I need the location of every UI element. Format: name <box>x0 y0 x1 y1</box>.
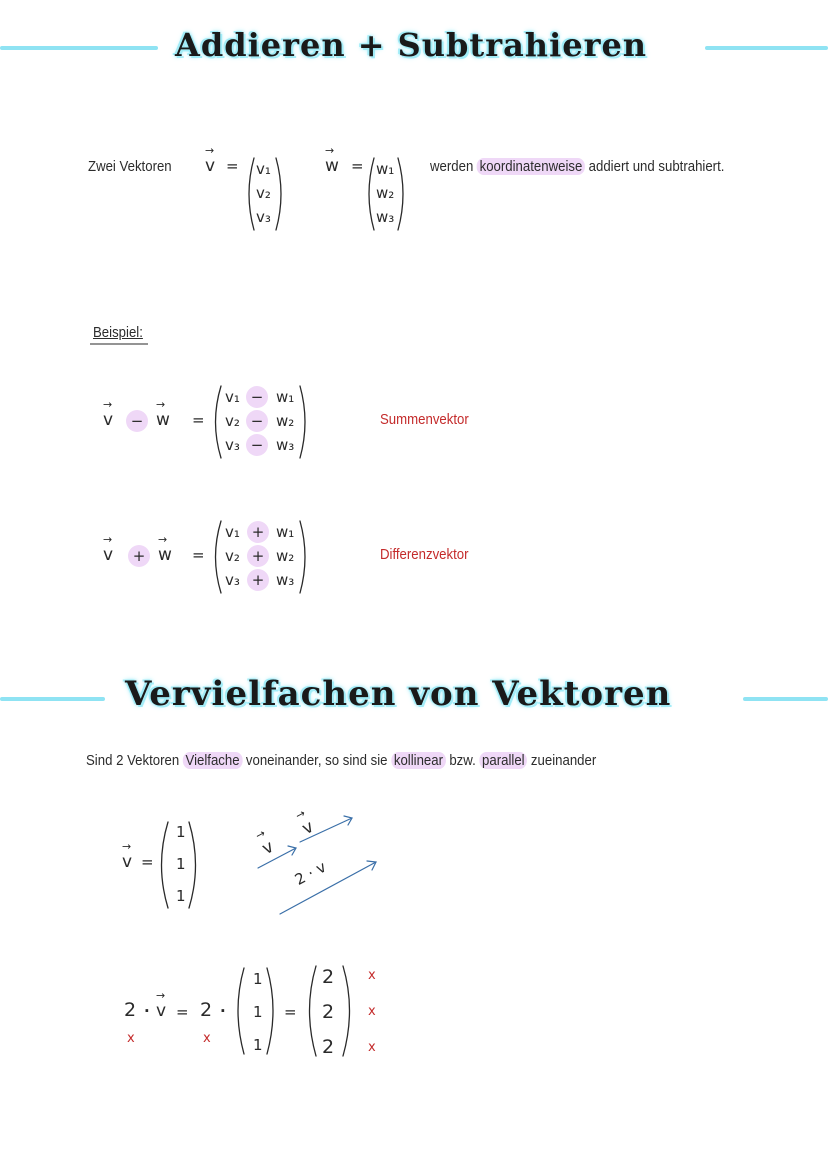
bracket-left <box>216 521 222 593</box>
example-minus-row1-right: w₁ <box>276 388 295 406</box>
bracket-right <box>398 158 403 230</box>
example-minus-row1-left: v₁ <box>225 388 240 406</box>
intro-prefix: Zwei Vektoren <box>88 158 172 175</box>
equals-sign: = <box>351 157 364 175</box>
sentence-part4: zueinander <box>530 752 597 769</box>
section-title-add-subtract: Addieren + Subtrahieren <box>175 26 648 64</box>
calc-result-3: 2 <box>322 1036 335 1058</box>
example-plus-row2-right: w₂ <box>276 547 295 565</box>
calc-dot-2: · <box>220 1002 226 1020</box>
bracket-right <box>300 386 305 458</box>
mark-x: x <box>368 968 376 983</box>
example-plus-row1-op: + <box>247 521 269 543</box>
example-plus-row1-left: v₁ <box>225 523 240 541</box>
example-plus-row3-right: w₃ <box>276 571 295 589</box>
bracket-left <box>162 822 169 908</box>
mark-x: x <box>368 1040 376 1055</box>
sentence-part3: bzw. <box>449 752 476 769</box>
example-plus-w: → w <box>158 533 172 565</box>
w-component-1: w₁ <box>376 160 395 178</box>
bracket-right <box>267 968 273 1054</box>
example-minus-v: → v <box>103 398 114 430</box>
label-differenzvektor: Differenzvektor <box>380 546 469 563</box>
example-minus-row1-op: − <box>246 386 268 408</box>
example-label: Beispiel: <box>93 324 143 341</box>
vector-v-symbol: → v <box>205 144 216 176</box>
mark-x: x <box>368 1004 376 1019</box>
example-minus-row2-left: v₂ <box>225 412 240 430</box>
vector-v-definition: → v <box>122 840 133 872</box>
arrow-v-1 <box>258 848 296 868</box>
bracket-left <box>310 966 317 1056</box>
example-plus-row2-left: v₂ <box>225 547 240 565</box>
example-plus-row3-left: v₃ <box>225 571 240 589</box>
bracket-right <box>189 822 196 908</box>
sentence-part1: Sind 2 Vektoren <box>86 752 180 769</box>
calc-v-component-2: 1 <box>253 1003 263 1021</box>
bracket-left <box>249 158 254 230</box>
v-component-3: v₃ <box>256 208 271 226</box>
calc-v-component-3: 1 <box>253 1036 263 1054</box>
example-minus-w: → w <box>156 398 170 430</box>
v-def-component-1: 1 <box>176 823 186 841</box>
section-title-multiples: Vervielfachen von Vektoren <box>125 674 672 714</box>
sketch-label-v-1: → v <box>253 826 278 860</box>
example-minus-row3-left: v₃ <box>225 436 240 454</box>
sentence-highlight-vielfache: Vielfache <box>183 752 242 769</box>
equals-sign: = <box>226 157 239 175</box>
arrow-v-2 <box>293 806 352 842</box>
bracket-left <box>238 968 244 1054</box>
example-minus-row3-right: w₃ <box>276 436 295 454</box>
sentence-highlight-kollinear: kollinear <box>391 752 445 769</box>
w-component-3: w₃ <box>376 208 395 226</box>
equals-sign: = <box>141 853 154 871</box>
equals-sign: = <box>192 546 205 564</box>
example-minus-operator: − <box>126 410 148 432</box>
intro-mid: werden <box>430 158 474 175</box>
calc-v-component-1: 1 <box>253 970 263 988</box>
sentence-part2: voneinander, so sind sie <box>245 752 388 769</box>
v-component-1: v₁ <box>256 160 271 178</box>
calc-result-2: 2 <box>322 1001 335 1023</box>
vector-w-symbol: → w <box>325 144 339 176</box>
equals-sign: = <box>284 1003 297 1021</box>
bracket-left <box>369 158 374 230</box>
example-plus-operator: + <box>128 545 150 567</box>
v-def-component-3: 1 <box>176 887 186 905</box>
intro-highlight: koordinatenweise <box>477 158 585 175</box>
calc-result-1: 2 <box>322 966 335 988</box>
calc-factor: 2 <box>124 999 137 1021</box>
example-plus-row3-op: + <box>247 569 269 591</box>
example-minus-row3-op: − <box>246 434 268 456</box>
intro-suffix: addiert und subtrahiert. <box>588 158 725 175</box>
example-plus-row2-op: + <box>247 545 269 567</box>
w-component-2: w₂ <box>376 184 395 202</box>
mark-x: x <box>203 1031 211 1046</box>
bracket-right <box>276 158 281 230</box>
label-summenvektor: Summenvektor <box>380 411 469 428</box>
example-plus-row1-right: w₁ <box>276 523 295 541</box>
equals-sign: = <box>176 1003 189 1021</box>
example-minus-row2-op: − <box>246 410 268 432</box>
equals-sign: = <box>192 411 205 429</box>
calc-factor-2: 2 <box>200 999 213 1021</box>
v-def-component-2: 1 <box>176 855 186 873</box>
bracket-left <box>216 386 222 458</box>
bracket-right <box>300 521 305 593</box>
example-minus-row2-right: w₂ <box>276 412 295 430</box>
mark-x: x <box>127 1031 135 1046</box>
sketch-label-2v: 2 · v <box>291 857 330 889</box>
example-plus-v: → v <box>103 533 114 565</box>
v-component-2: v₂ <box>256 184 271 202</box>
arrow-2v <box>280 862 376 914</box>
calc-dot: · <box>144 1002 150 1020</box>
calc-vector-v: → v <box>156 989 167 1021</box>
bracket-right <box>343 966 350 1056</box>
sentence-highlight-parallel: parallel <box>479 752 527 769</box>
sketch-label-v-2: → v <box>293 806 318 840</box>
